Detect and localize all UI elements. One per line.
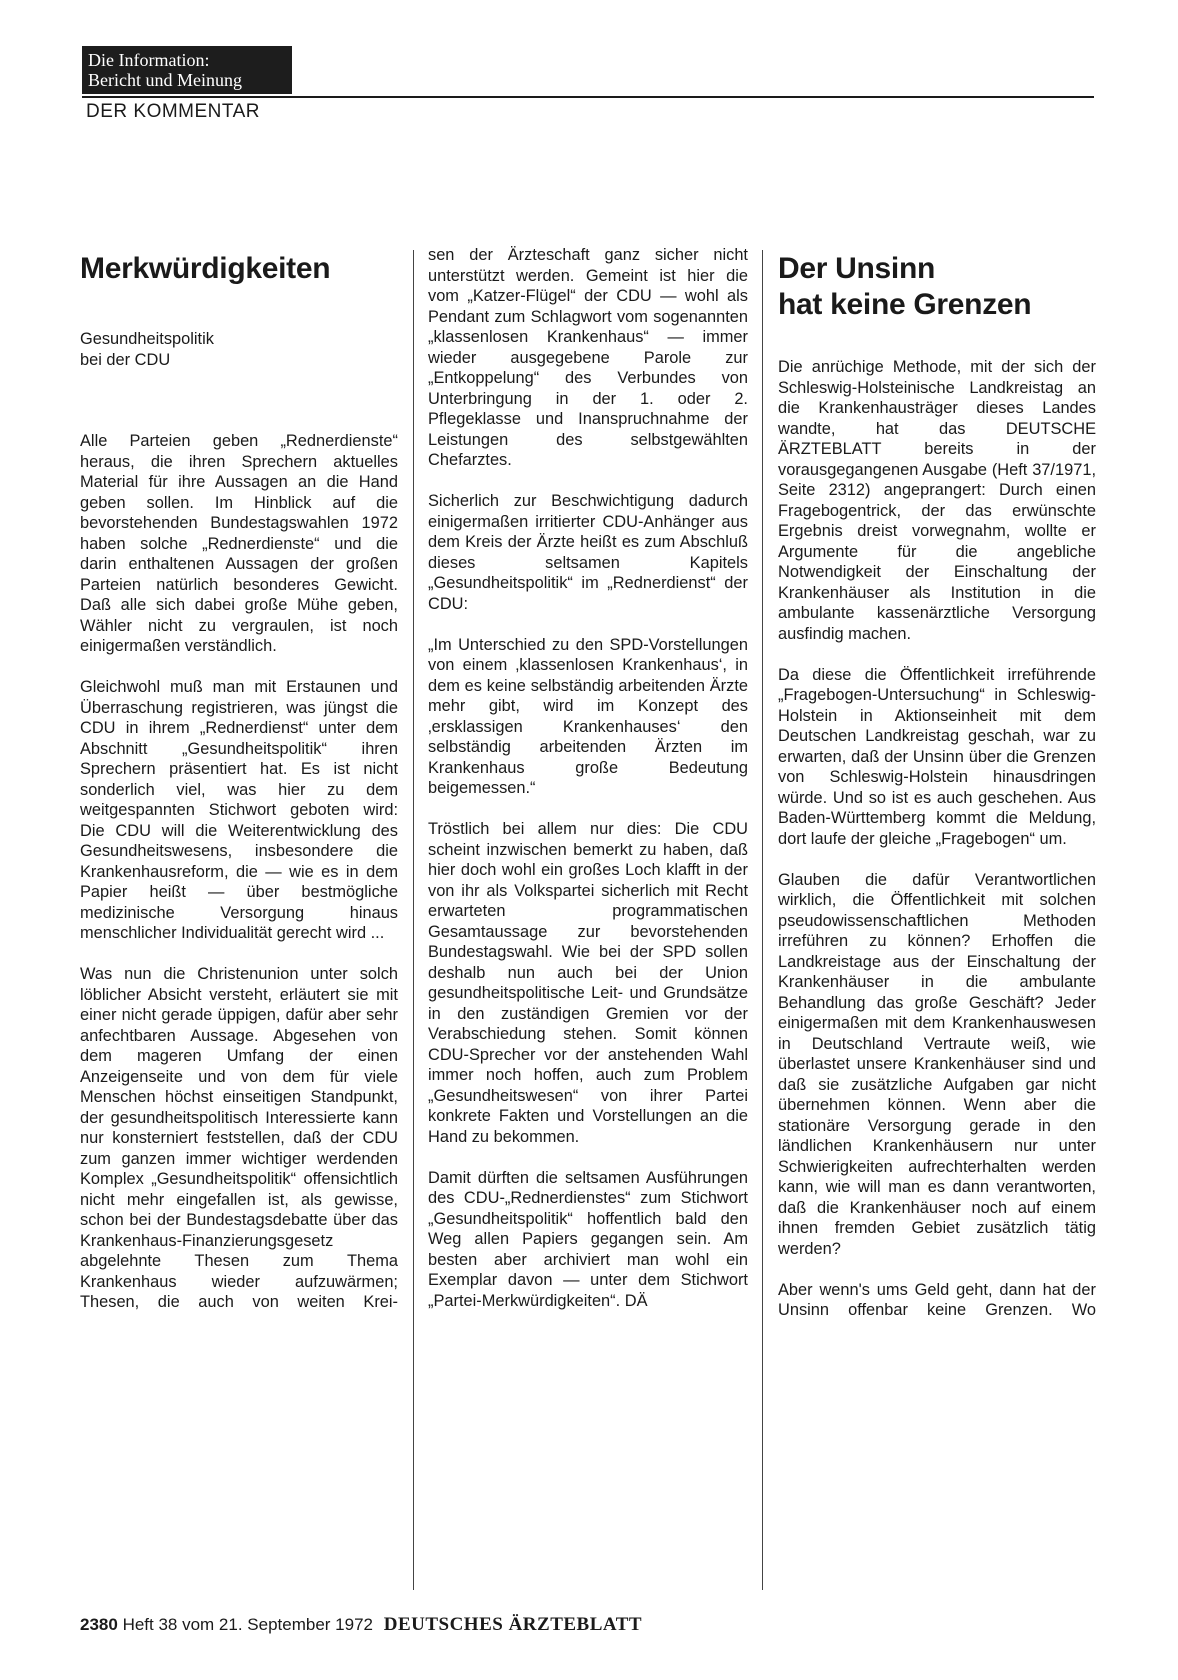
issue-info: Heft 38 vom 21. September 1972 [122, 1615, 373, 1634]
column-divider [413, 250, 414, 1590]
page-number: 2380 [80, 1615, 118, 1634]
column-divider [762, 250, 763, 1590]
paragraph: Da diese die Öffentlichkeit irreführende „Fragebogen-Untersuchung“ in Schleswig-Holstein in Aktionseinheit mit dem Deutschen Landkreistag geschah, war zu erwarten, daß der Unsinn über die Grenzen von Schleswig-Holstein hinausdringen würde. Und so ist es auch geschehen. Aus Baden-Württemberg kommt die Meldung, dort laufe der gleiche „Fragebogen“ um. [778, 665, 1096, 848]
section-label-line2: Bericht und Meinung [88, 70, 242, 90]
header-rule [82, 96, 1094, 98]
article-subtitle [80, 329, 398, 370]
section-label [82, 46, 292, 94]
paragraph: sen der Ärzteschaft ganz sicher nicht unterstützt werden. Gemeint ist hier die vom „Katzer-Flügel“ der CDU — wohl als Pendant zum Schlagwort vom sogenannten „klassenlosen Krankenhaus“ — immer wieder ausgegebene Parole zur „Entkoppelung“ des Verbundes von Unterbringung in der 1. oder 2. Pflegeklasse und Inanspruchnahme der Leistungen des selbstgewählten Chefarztes. [428, 246, 748, 469]
paragraph: Sicherlich zur Beschwichtigung dadurch einigermaßen irritierter CDU-Anhänger aus dem Kreis der Ärzte heißt es zum Abschluß dieses seltsamen Kapitels „Gesundheitspolitik“ im „Rednerdienst“ der CDU: [428, 492, 748, 613]
quote-paragraph: „Im Unterschied zu den SPD-Vorstellungen von einem ‚klassenlosen Krankenhaus‘, in dem es keine selbständig arbeitenden Ärzte mehr gibt, wird im Konzept des ‚ersklassigen Krankenhauses‘ den selbständig arbeitenden Ärzten im Krankenhaus große Bedeutung beigemessen.“ [428, 635, 748, 797]
paragraph: Damit dürften die seltsamen Ausführungen des CDU-„Rednerdienstes“ zum Stichwort „Gesundheitspolitik“ hoffentlich bald den Weg allen Papiers gegangen sein. Am besten aber archiviert man wohl ein Exemplar davon — unter dem Stichwort „Partei-Merkwürdigkeiten“. DÄ [428, 1168, 748, 1310]
paragraph: Gleichwohl muß man mit Erstaunen und Überraschung registrieren, was jüngst die CDU in ihrem „Rednerdienst“ unter dem Abschnitt „Gesundheitspolitik“ ihren Sprechern präsentiert hat. Es ist nicht sonderlich viel, was hier zu dem weitgespannten Stichwort geboten wird: Die CDU will die Weiterentwicklung des Gesundheitswesens, insbesondere die Krankenhausreform, die — wie es in dem Papier heißt — über bestmögliche medizinische Versorgung hinaus menschlicher Individualität gerecht wird ... [80, 678, 398, 942]
article-title [778, 251, 1096, 323]
title-line1: Der Unsinn [778, 252, 936, 285]
journal-name: DEUTSCHES ÄRZTEBLATT [383, 1614, 643, 1635]
paragraph: Aber wenn's ums Geld geht, dann hat der Unsinn offenbar keine Grenzen. Wo [778, 1280, 1096, 1319]
paragraph: Glauben die dafür Verantwortlichen wirklich, die Öffentlichkeit mit solchen pseudowissenschaftlichen Methoden irreführen zu können? Erhoffen die Landkreistage aus der Einschaltung der Krankenhäuser in die ambulante Behandlung das große Geschäft? Jeder einigermaßen mit dem Krankenhauswesen in Deutschland Vertraute weiß, wie überlastet unsere Krankenhäuser sind und daß sie zusätzliche Aufgaben gar nicht übernehmen können. Wenn aber die stationäre Versorgung gerade in den ländlichen Krankenhäusern nur unter Schwierigkeiten aufrechterhalten werden kann, wie will man es dann verantworten, daß die Krankenhäuser noch auf einem ihnen fremden Gebiet zusätzlich tätig werden? [778, 870, 1096, 1258]
page-footer [80, 1614, 642, 1636]
column-3 [778, 245, 1096, 1341]
column-1 [80, 245, 398, 1333]
column-2 [428, 245, 748, 1332]
paragraph: Alle Parteien geben „Rednerdienste“ heraus, die ihren Sprechern aktuelles Material für ihre Aussagen an die Hand geben sollen. Im Hinblick auf die bevorstehenden Bundestagswahlen 1972 haben solche „Rednerdienste“ und die darin enthaltenen Aussagen der großen Parteien natürlich besonderes Gewicht. Daß alle sich dabei große Mühe geben, Wähler nicht zu vergraulen, ist noch einigermaßen verständlich. [80, 432, 398, 655]
paragraph: Die anrüchige Methode, mit der sich der Schleswig-Holsteinische Landkreistag an die Krankenhausträger dieses Landes wandte, hat das DEUTSCHE ÄRZTEBLATT bereits in der vorausgegangenen Ausgabe (Heft 37/1971, Seite 2312) angeprangert: Durch einen Fragebogentrick, der das erwünschte Ergebnis dreist vorwegnahm, wollte er Argumente für die angebliche Notwendigkeit der Einschaltung der Krankenhäuser als Institution in die ambulante kassenärztliche Versorgung ausfindig machen. [778, 358, 1096, 643]
article-title: Merkwürdigkeiten [80, 252, 331, 285]
subtitle-line2: bei der CDU [80, 350, 171, 369]
kicker: DER KOMMENTAR [86, 101, 260, 122]
paragraph: Was nun die Christenunion unter solch löblicher Absicht versteht, erläutert sie mit einer nicht gerade üppigen, dafür aber sehr anfechtbaren Aussage. Abgesehen von dem mageren Umfang der einen Anzeigenseite und von dem für viele Menschen höchst einseitigen Standpunkt, der gesundheitspolitisch Interessierte kann nur konsterniert feststellen, daß der CDU zum ganzen immer wichtiger werdenden Komplex „Gesundheitspolitik“ offensichtlich nicht mehr eingefallen ist, als gewisse, schon bei der Bundestagsdebatte über das Krankenhaus-Finanzierungsgesetz abgelehnte Thesen zum Thema Krankenhaus wieder aufzuwärmen; Thesen, die auch von weiten Krei- [80, 965, 398, 1311]
subtitle-line1: Gesundheitspolitik [80, 330, 214, 348]
paragraph: Tröstlich bei allem nur dies: Die CDU scheint inzwischen bemerkt zu haben, daß hier doch wohl ein großes Loch klafft in der von ihr als Volkspartei sicherlich mit Recht erwarteten programmatischen Gesamtaussage zur bevorstehenden Bundestagswahl. Wie bei der SPD sollen deshalb nun auch bei der Union gesundheitspolitische Leit- und Grundsätze in den zuständigen Gremien vor der Verabschiedung stehen. Somit können CDU-Sprecher vor der anstehenden Wahl immer noch hoffen, auch zum Problem „Gesundheitswesen“ von ihrer Partei konkrete Fakten und Vorstellungen an die Hand zu bekommen. [428, 820, 748, 1146]
title-line2: hat keine Grenzen [778, 288, 1032, 321]
section-label-line1: Die Information: [88, 50, 210, 70]
